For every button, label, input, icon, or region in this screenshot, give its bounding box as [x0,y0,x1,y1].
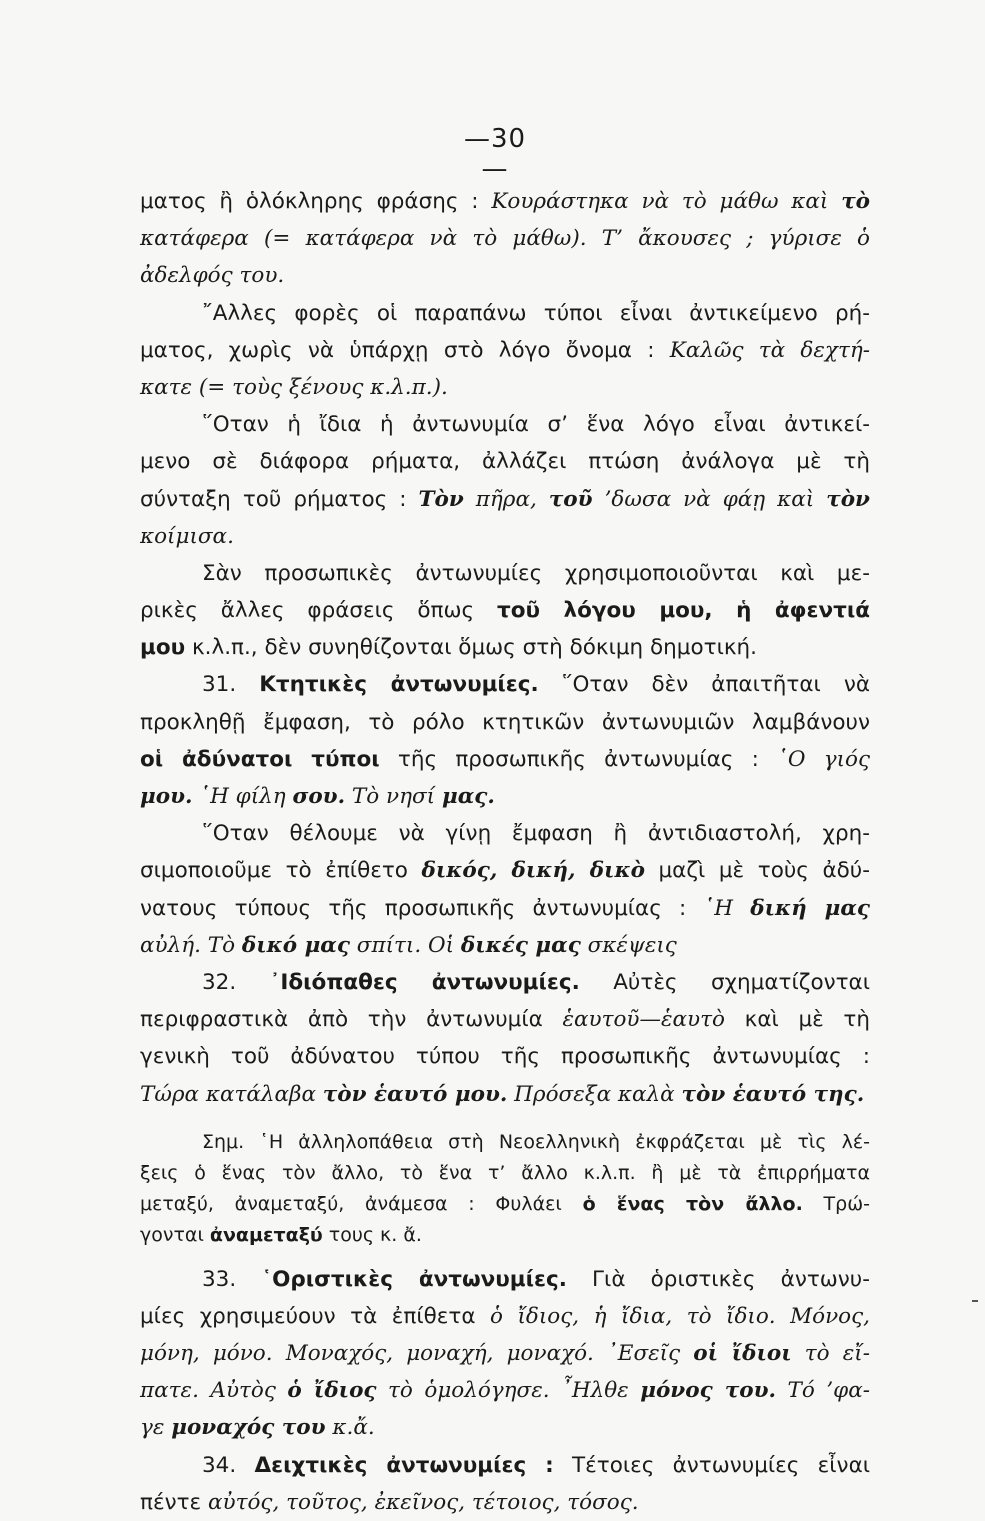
bold-phrase: τοῦ λόγου μου, ἡ ἀφεντιά [496,598,870,624]
example-bold: μου. [140,784,193,809]
text-run: νατους τύπους τῆς προσωπικῆς ἀντωνυμίας : [140,895,704,921]
example-italic: ἑαυτοῦ—ἑαυτὸ [562,1007,725,1033]
example-italic: γε [140,1415,172,1441]
text-run: μίες χρησιμεύουν τὰ ἐπίθετα [140,1303,491,1329]
example-bold: δικές μας [460,932,581,958]
text-line [140,1220,870,1251]
example-italic: τὸ ὁμολόγησε. [376,1378,562,1404]
text-line [140,518,870,555]
text-line [140,1001,870,1038]
text-line [140,741,870,778]
section-32-heading-line [140,964,870,1001]
example-italic: ῏Ηλθε [561,1378,641,1404]
text-run: μενο σὲ διάφορα ρήματα, ἀλλάζει πτώση ἀνάλογα μὲ τὴ [140,449,870,475]
page-body [140,183,870,1521]
text-line [140,704,870,741]
text-line [140,592,870,629]
text-run: μαζὶ μὲ τοὺς ἀδύ- [644,858,870,884]
text-line [140,332,870,369]
example-bold: Τὸν [418,486,464,512]
margin-mark [972,1300,978,1302]
text-run: πέντε [140,1489,208,1515]
section-number: 32. [202,969,270,995]
section-title: ῾Οριστικὲς ἀντωνυμίες. [261,1266,567,1292]
bold-phrase: ἀναμεταξύ [209,1223,323,1246]
text-run: ματος, χωρὶς νὰ ὑπάρχῃ στὸ λόγο ὄνομα : [140,337,670,363]
bold-phrase: οἱ ἀδύνατοι τύποι [140,746,380,772]
section-title: Δειχτικὲς ἀντωνυμίες : [254,1452,554,1478]
text-run: ῞Οταν δὲν ἀπαιτῆται νὰ [538,672,870,698]
text-run: κ.λ.π., δὲν συνηθίζονται ὅμως στὴ δόκιμη δημοτική. [185,635,757,661]
text-run: σιμοποιοῦμε τὸ ἐπίθετο [140,858,422,884]
text-line [140,1076,870,1113]
example-italic: κατάφερα (= κατάφερα νὰ τὸ μάθω). [140,226,602,252]
text-line [140,220,870,257]
section-31-heading-line [140,666,870,703]
text-line [140,1158,870,1189]
section-33-heading-line [140,1261,870,1298]
text-run: μεταξύ, ἀναμεταξύ, ἀνάμεσα : Φυλάει [140,1192,583,1215]
example-bold: οἱ ἴδιοι [693,1341,792,1367]
section-title: Κτητικὲς ἀντωνυμίες. [259,672,539,698]
text-run: σύνταξη τοῦ ρήματος : [140,486,419,512]
text-line [140,1372,870,1409]
section-number: 33. [202,1266,262,1292]
text-line [140,295,870,332]
example-italic: Τό ’φα- [776,1378,871,1404]
text-run: Σὰν προσωπικὲς ἀντωνυμίες χρησιμοποιοῦνται καὶ με- [202,560,870,586]
example-bold: μοναχός του [171,1415,326,1441]
text-line [140,629,870,666]
text-run: καὶ μὲ τὴ [724,1007,870,1033]
text-run: προκληθῇ ἔμφαση, τὸ ρόλο κτητικῶν ἀντωνυμιῶν λαμβάνουν [140,709,870,735]
text-run: ῎Αλλες φορὲς οἱ παραπάνω τύποι εἶναι ἀντικείμενο ρή- [202,300,870,326]
example-italic: αὐλή. Τὸ [140,932,242,958]
example-italic: ᾽Εσεῖς [607,1341,694,1367]
text-run: Αὐτὲς σχηματίζονται [579,969,871,995]
text-run: ῞Οταν θέλουμε νὰ γίνῃ ἔμφαση ἢ ἀντιδιαστολή, χρη- [202,821,870,847]
text-line [140,1127,870,1158]
example-bold: σου. [292,784,346,809]
example-bold: τὸν [826,486,870,512]
example-italic: πατε. Αὐτὸς [140,1378,288,1404]
example-bold: τὸ [841,189,870,214]
bold-phrase: μου [140,635,186,661]
section-number: 31. [202,672,260,698]
text-run: ξεις ὁ ἕνας τὸν ἄλλο, τὸ ἕνα τ’ ἄλλο κ.λ.π. ἢ μὲ τὰ ἐπιρρήματα [140,1161,870,1184]
example-italic: Τ’ ἄκουσες ; γύρισε ὁ [601,226,870,252]
section-title: ᾽Ιδιόπαθες ἀντωνυμίες. [269,969,580,995]
example-italic: σπίτι. Οἱ [349,932,461,958]
example-italic: Τώρα κατάλαβα [140,1081,323,1107]
text-line [140,183,870,220]
example-italic: Τὸ νησί [345,784,442,809]
example-bold: δικός, δική, δικὸ [421,858,645,884]
footnote-block [140,1127,870,1251]
text-run: ρικὲς ἄλλες φράσεις ὅπως [140,598,497,624]
example-italic: αὐτός, τοῦτος, ἐκεῖνος, τέτοιος, τόσος. [207,1489,639,1515]
example-italic: Πρόσεξα καλὰ [507,1081,682,1107]
text-line [140,1298,870,1335]
text-line [140,257,870,294]
example-italic: σκέψεις [580,932,677,958]
text-line [140,369,870,406]
text-run: τους κ. ἄ. [322,1223,422,1246]
text-line [140,1038,870,1075]
example-italic: κοίμισα. [140,523,234,549]
example-italic: ῾Ο γιός [777,746,871,772]
text-line [140,1189,870,1220]
text-line [140,778,870,815]
text-line [140,927,870,964]
text-line [140,481,870,518]
text-run: γονται [140,1223,210,1246]
text-line [140,1335,870,1372]
text-run: τῆς προσωπικῆς ἀντωνυμίας : [379,746,778,772]
page-number: —30— [463,124,527,184]
bold-phrase: ὁ ἕνας τὸν ἄλλο. [582,1192,803,1215]
example-italic: ῾Η φίλη [192,784,293,809]
example-italic: Καλῶς τὰ δεχτή- [669,337,870,363]
text-line [140,406,870,443]
text-run: Τρώ- [802,1192,870,1215]
example-italic: ἀδελφός του. [140,263,285,289]
text-run: Τέτοιες ἀντωνυμίες εἶναι [553,1452,871,1478]
example-bold: δικό μας [241,932,350,958]
text-run: περιφραστικὰ ἀπὸ τὴν ἀντωνυμία [140,1007,563,1033]
section-34-heading-line [140,1447,870,1484]
example-bold: τοῦ [548,486,593,512]
example-italic: κατε (= τοὺς ξένους κ.λ.π.). [140,374,448,400]
text-line [140,852,870,889]
example-bold: τὸν ἑαυτό της. [681,1081,865,1107]
example-italic: ’δωσα νὰ φάῃ καὶ [592,486,827,512]
example-italic: ῾Η [703,895,751,921]
text-line [140,443,870,480]
text-line [140,555,870,592]
text-line [140,1409,870,1446]
example-italic: μόνη, μόνο. Μοναχός, μοναχή, μοναχό. [140,1341,608,1367]
text-run: ματος ἢ ὁλόκληρης φράσης : [140,189,492,214]
example-italic: τὸ εἴ- [791,1341,870,1367]
example-italic: πῆρα, [463,486,549,512]
example-bold: τὸν ἑαυτό μου. [322,1081,508,1107]
example-bold: ὁ ἴδιος [287,1378,377,1404]
text-line [140,1484,870,1521]
text-run: Γιὰ ὁριστικὲς ἀντωνυ- [566,1266,870,1292]
text-run: γενικὴ τοῦ ἀδύνατου τύπου τῆς προσωπικῆς ἀντωνυμίας : [140,1044,870,1070]
example-bold: μας. [441,784,495,809]
text-line [140,815,870,852]
text-line [140,890,870,927]
example-italic: ὁ ἴδιος, ἡ ἴδια, τὸ ἴδιο. Μόνος, [490,1303,870,1329]
example-bold: δική μας [750,895,870,921]
example-italic: Κουράστηκα νὰ τὸ μάθω καὶ [491,189,842,214]
example-italic: κ.ἄ. [325,1415,375,1441]
section-number: 34. [202,1452,255,1478]
text-run: Σημ. ῾Η ἀλληλοπάθεια στὴ Νεοελληνικὴ ἐκφράζεται μὲ τὶς λέ- [202,1130,870,1153]
example-bold: μόνος του. [640,1378,777,1404]
text-run: ῞Οταν ἡ ἴδια ἡ ἀντωνυμία σ’ ἕνα λόγο εἶναι ἀντικεί- [202,412,870,438]
